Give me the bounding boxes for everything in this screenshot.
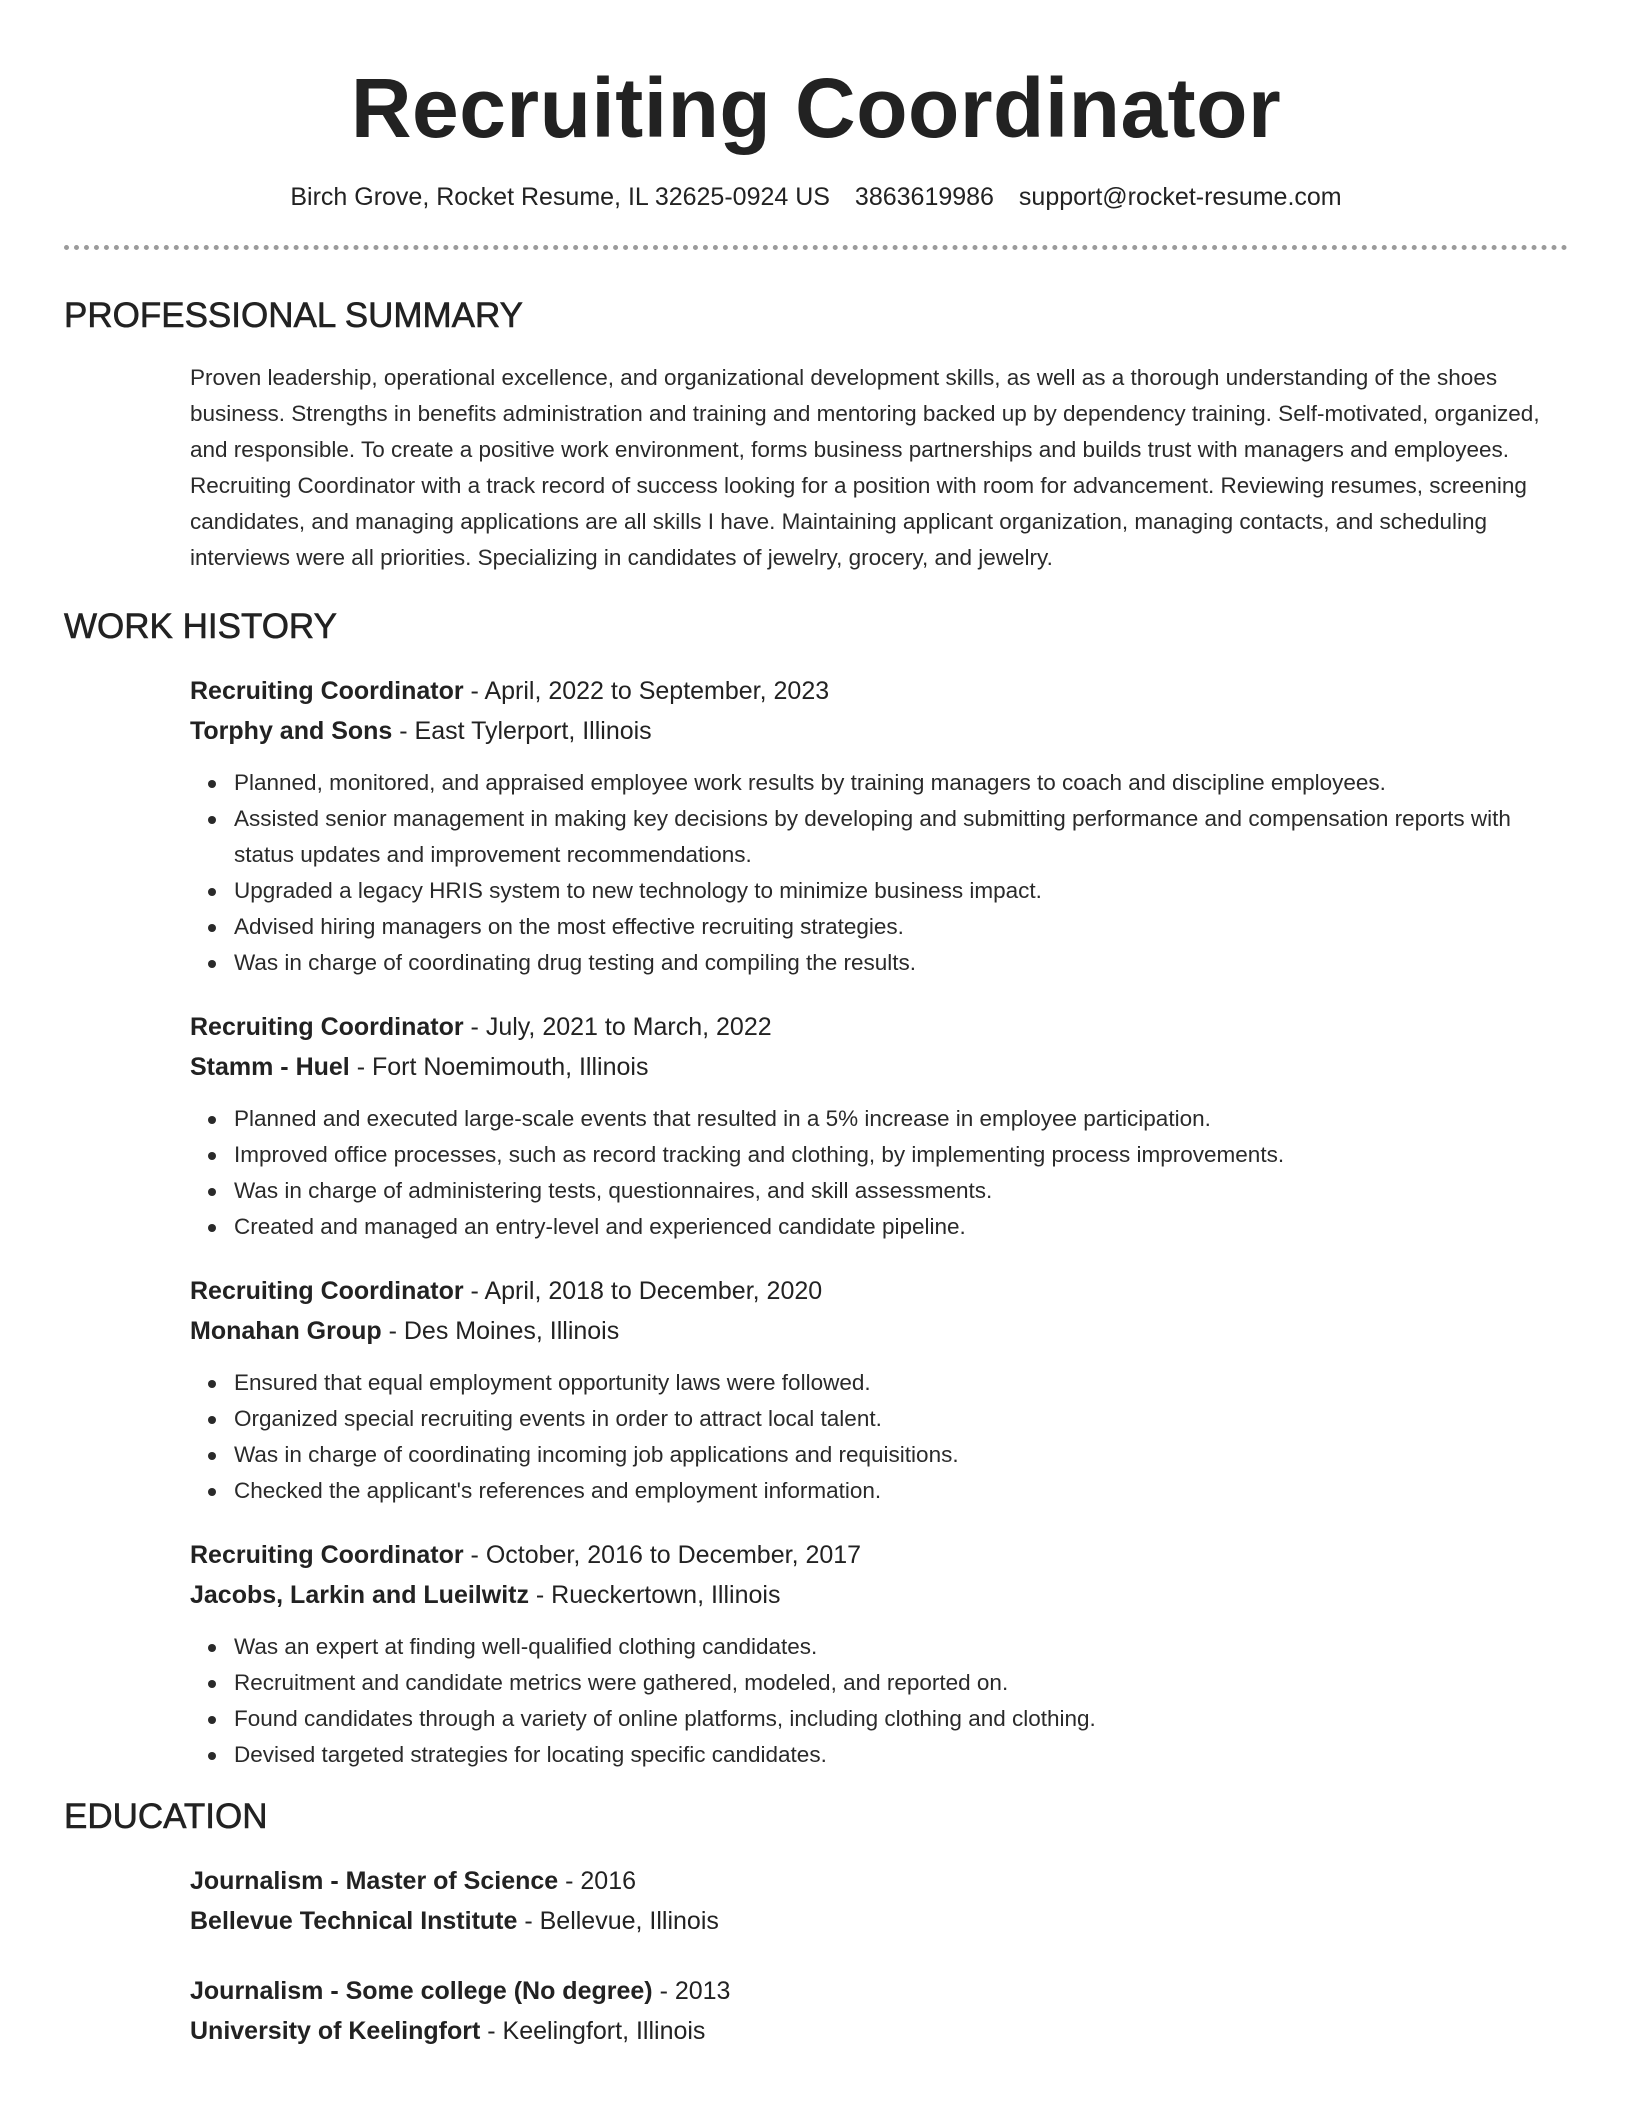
work-history-heading: WORK HISTORY [64, 607, 337, 646]
job-title-line [190, 1271, 1568, 1311]
job-location: - Des Moines, Illinois [381, 1317, 620, 1345]
contact-line [64, 180, 1568, 214]
education-school: University of Keelingfort [190, 2017, 481, 2045]
job-role: Recruiting Coordinator [190, 1541, 464, 1569]
job-dates: - July, 2021 to March, 2022 [463, 1013, 772, 1041]
job-bullets [190, 765, 1568, 981]
job-entry [190, 671, 1568, 981]
list-item: Planned, monitored, and appraised employee work results by training managers to coach and discipline employees. [234, 765, 1568, 801]
list-item: Was an expert at finding well-qualified clothing candidates. [234, 1629, 1568, 1665]
job-role: Recruiting Coordinator [190, 1013, 464, 1041]
contact-address: Birch Grove, Rocket Resume, IL 32625-0924 US [290, 183, 830, 211]
resume-page [64, 0, 1568, 2051]
list-item: Assisted senior management in making key decisions by developing and submitting performance and compensation reports with status updates and improvement recommendations. [234, 801, 1568, 873]
list-item: Advised hiring managers on the most effective recruiting strategies. [234, 909, 1568, 945]
summary-heading: PROFESSIONAL SUMMARY [64, 296, 523, 335]
job-dates: - April, 2018 to December, 2020 [463, 1277, 823, 1305]
education-degree: Journalism - Some college (No degree) [190, 1977, 653, 2005]
list-item: Devised targeted strategies for locating specific candidates. [234, 1737, 1568, 1773]
job-entry [190, 1271, 1568, 1509]
job-title-line [190, 1535, 1568, 1575]
job-company-line [190, 1575, 1568, 1615]
job-bullets [190, 1629, 1568, 1773]
list-item: Checked the applicant's references and employment information. [234, 1473, 1568, 1509]
job-bullets [190, 1101, 1568, 1245]
job-entry [190, 1007, 1568, 1245]
list-item: Found candidates through a variety of online platforms, including clothing and clothing. [234, 1701, 1568, 1737]
job-entry [190, 1535, 1568, 1773]
education-location: - Keelingfort, Illinois [480, 2017, 706, 2045]
job-dates: - April, 2022 to September, 2023 [463, 677, 830, 705]
job-role: Recruiting Coordinator [190, 1277, 464, 1305]
header-divider [64, 245, 1568, 250]
list-item: Organized special recruiting events in order to attract local talent. [234, 1401, 1568, 1437]
list-item: Planned and executed large-scale events that resulted in a 5% increase in employee participation. [234, 1101, 1568, 1137]
education-entry [190, 1861, 1568, 1941]
job-bullets [190, 1365, 1568, 1509]
list-item: Was in charge of coordinating drug testing and compiling the results. [234, 945, 1568, 981]
list-item: Recruitment and candidate metrics were gathered, modeled, and reported on. [234, 1665, 1568, 1701]
job-location: - Fort Noemimouth, Illinois [349, 1053, 649, 1081]
list-item: Upgraded a legacy HRIS system to new technology to minimize business impact. [234, 873, 1568, 909]
job-location: - Rueckertown, Illinois [528, 1581, 781, 1609]
job-location: - East Tylerport, Illinois [392, 717, 652, 745]
education-school-line [190, 1901, 1568, 1941]
education-heading: EDUCATION [64, 1797, 268, 1836]
job-dates: - October, 2016 to December, 2017 [463, 1541, 862, 1569]
education-location: - Bellevue, Illinois [517, 1907, 719, 1935]
job-company-line [190, 1311, 1568, 1351]
education-entry [190, 1971, 1568, 2051]
education-degree-line [190, 1861, 1568, 1901]
list-item: Created and managed an entry-level and experienced candidate pipeline. [234, 1209, 1568, 1245]
education-year: - 2016 [558, 1867, 637, 1895]
list-item: Was in charge of coordinating incoming job applications and requisitions. [234, 1437, 1568, 1473]
job-company: Monahan Group [190, 1317, 382, 1345]
contact-email: support@rocket-resume.com [1018, 183, 1342, 211]
job-role: Recruiting Coordinator [190, 677, 464, 705]
list-item: Was in charge of administering tests, questionnaires, and skill assessments. [234, 1173, 1568, 1209]
list-item: Improved office processes, such as record tracking and clothing, by implementing process improvements. [234, 1137, 1568, 1173]
job-company: Stamm - Huel [190, 1053, 350, 1081]
education-degree-line [190, 1971, 1568, 2011]
contact-phone: 3863619986 [854, 183, 994, 211]
job-title-line [190, 671, 1568, 711]
candidate-name: Recruiting Coordinator [350, 61, 1282, 155]
job-company-line [190, 711, 1568, 751]
education-school: Bellevue Technical Institute [190, 1907, 518, 1935]
job-title-line [190, 1007, 1568, 1047]
job-company: Jacobs, Larkin and Lueilwitz [190, 1581, 529, 1609]
job-company-line [190, 1047, 1568, 1087]
education-year: - 2013 [652, 1977, 731, 2005]
job-company: Torphy and Sons [190, 717, 393, 745]
education-degree: Journalism - Master of Science [190, 1867, 559, 1895]
summary-text: Proven leadership, operational excellence, and organizational development skills, as well as a thorough understanding of the shoes business. Strengths in benefits administration and training and mentoring backed up by dependency training. Self-motivated, organized, and responsible. To create a positive work environment, forms business partnerships and builds trust with managers and employees. Recruiting Coordinator with a track record of success looking for a position with room for advancement. Reviewing resumes, screening candidates, and managing applications are all skills I have. Maintaining applicant organization, managing contacts, and scheduling interviews were all priorities. Specializing in candidates of jewelry, grocery, and jewelry. [190, 365, 1540, 570]
list-item: Ensured that equal employment opportunity laws were followed. [234, 1365, 1568, 1401]
education-school-line [190, 2011, 1568, 2051]
